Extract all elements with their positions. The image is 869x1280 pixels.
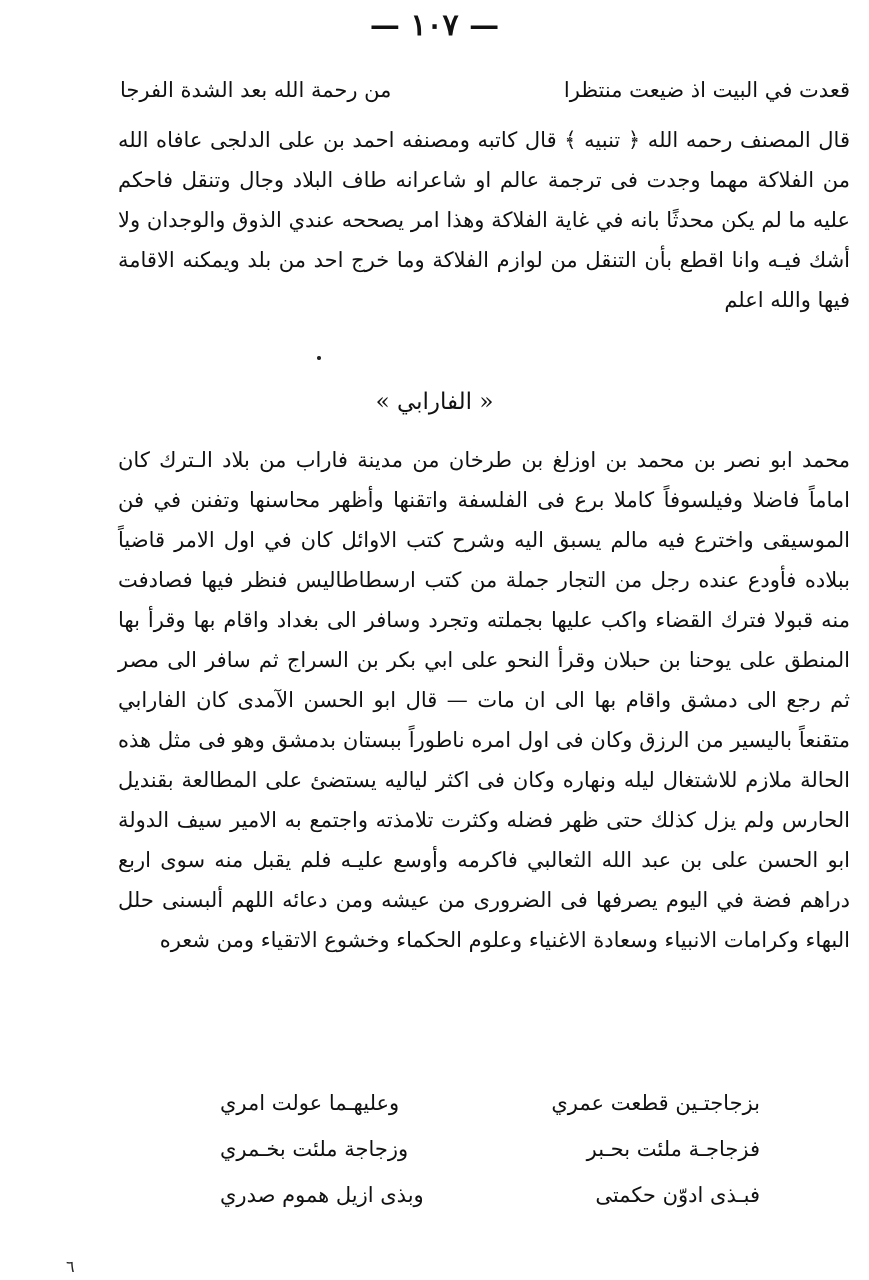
poem-line bbox=[220, 1080, 760, 1126]
poem-second-hemistich: وعليهـما عولت امري bbox=[220, 1091, 400, 1115]
opening-verse-first-hemistich: قعدت في البيت اذ ضيعت منتظرا bbox=[563, 78, 850, 102]
print-speck bbox=[317, 356, 321, 360]
poem-second-hemistich: وبذى ازيل هموم صدري bbox=[220, 1183, 424, 1207]
intro-paragraph: قال المصنف رحمه الله ﴿ تنبيه ﴾ قال كاتبه ومصنفه احمد بن على الدلجى عافاه الله من الفلاكة مهما وجدت فى ترجمة عالم او شاعرانه طاف البلاد وجال وتنقل فاحكم عليه ما لم يكن محدثًا بانه في غاية الفلاكة وهذا امر يصححه عندي الذوق والوجدان ولا أشك فيـه وانا اقطع بأن التنقل من لوازم الفلاكة وما خرج احد من بلد ويمكنه الاقامة فيها والله اعلم bbox=[118, 128, 850, 312]
poem-line bbox=[220, 1126, 760, 1172]
opening-verse bbox=[120, 70, 850, 110]
opening-verse-second-hemistich: من رحمة الله بعد الشدة الفرجا bbox=[120, 78, 392, 102]
section-title: « الفارابي » bbox=[375, 389, 494, 415]
poem-first-hemistich: فزجاجـة ملئت بحـبر bbox=[586, 1137, 760, 1161]
biography-paragraph: محمد ابو نصر بن محمد بن اوزلغ بن طرخان من مدينة فاراب من بلاد الـترك كان اماماً فاضلا وفيلسوفاً كاملا برع فى الفلسفة واتقنها وأظهر محاسنها وتفنن في فن الموسيقى واخترع فيه مالم يسبق اليه وشرح كتب الاوائل كان في اول الامر قاضياً ببلاده فأودع عنده رجل من التجار جملة من كتب ارسطاطاليس فنظر فيها فصادفت منه قبولا فترك القضاء واكب عليها بجملته وتجرد وسافر الى بغداد واقام بها وقرأ بها المنطق على يوحنا بن حبلان وقرأ النحو على ابي بكر بن السراج ثم سافر الى مصر ثم رجع الى دمشق واقام بها الى ان مات — قال ابو الحسن الآمدى كان الفارابي متقنعاً باليسير من الرزق وكان فى اول امره ناطوراً ببستان بدمشق وهو فى مثل هذه الحالة ملازم للاشتغال ليله ونهاره وكان فى اكثر لياليه يستضئ على المطالعة بقنديل الحارس ولم يزل كذلك حتى ظهر فضله وكثرت تلامذته واجتمع به الامير سيف الدولة ابو الحسن على بن عبد الله الثعالبي فاكرمه وأوسع عليـه فلم يقبل منه سوى اربع دراهم فضة في اليوم يصرفها فى الضرورى من عيشه ومن دعائه اللهم ألبسنى حلل البهاء وكرامات الانبياء وسعادة الاغنياء وعلوم الحكماء وخشوع الاتقياء ومن شعره bbox=[118, 448, 850, 952]
poem-line bbox=[220, 1172, 760, 1218]
poem-first-hemistich: فبـذى ادوّن حكمتى bbox=[595, 1183, 760, 1207]
page-number: — ١٠٧ — bbox=[369, 8, 500, 43]
poem-first-hemistich: بزجاجتـين قطعت عمري bbox=[551, 1091, 760, 1115]
poem bbox=[220, 1080, 760, 1218]
poem-second-hemistich: وزجاجة ملئت بخـمري bbox=[220, 1137, 409, 1161]
margin-mark: ٦ bbox=[66, 1257, 75, 1276]
